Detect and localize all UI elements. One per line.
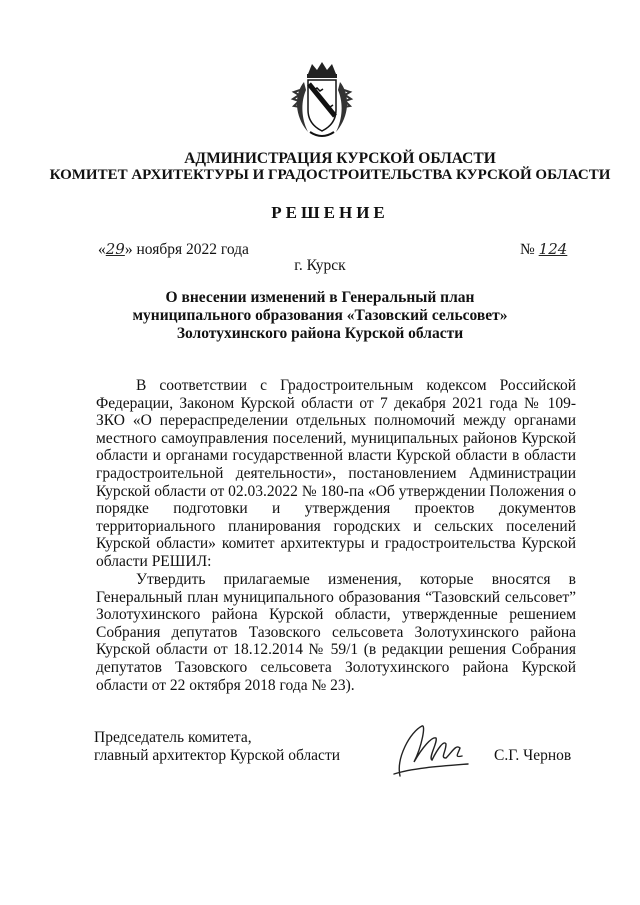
paragraph-text: Утвердить прилагаемые изменения, которые вносятся в Генеральный план муниципального образования “Тазовский сельсовет” Золотухинского района Курской области, утвержденные решением Собрания депутатов Тазовского сельсовета Золотухинского района Курской области от 18.12.2014 № 59/1 (в редакции решения Собрания депутатов Тазовского сельсовета Золотухинского района Курской области от 22 октября 2018 года № 23). [96, 571, 576, 694]
signatory-name: С.Г. Чернов [494, 747, 572, 764]
handwritten-signature [392, 718, 470, 782]
paragraph-text: В соответствии с Градостроительным кодексом Российской Федерации, Законом Курской области от 7 декабря 2021 года № 109-ЗКО «О перераспределении отдельных полномочий между органами местного самоуправления поселений, муниципальных районов Курской области и органами государственной власти Курской области в области градостроительной деятельности», постановлением Администрации Курской области от 02.03.2022 № 180-па «Об утверждении Положения о порядке подготовки и утверждения проектов документов территориального планирования городских и сельских поселений Курской области» комитет архитектуры и градостроительства Курской области РЕШИЛ: [96, 377, 576, 570]
date-suffix: » ноября 2022 года [124, 241, 249, 258]
document-type-heading: РЕШЕНИЕ [271, 203, 389, 222]
number-value-handwritten: 124 [538, 240, 568, 258]
date-day-handwritten: 29 [105, 240, 125, 258]
coat-of-arms-emblem [290, 60, 354, 142]
title-line-1: О внесении изменений в Генеральный план [165, 289, 475, 306]
number-prefix: № [520, 241, 539, 258]
title-line-2: муниципального образования «Тазовский сельсовет» [132, 307, 508, 324]
signatory-position-line-1: Председатель комитета, [94, 729, 252, 746]
title-line-3: Золотухинского района Курской области [176, 325, 464, 342]
signatory-position-line-2: главный архитектор Курской области [94, 747, 341, 764]
body-paragraph-1 [96, 377, 576, 571]
date-prefix: « [98, 241, 106, 258]
organization-name: АДМИНИСТРАЦИЯ КУРСКОЙ ОБЛАСТИ [184, 150, 496, 167]
body-paragraph-2 [96, 571, 576, 694]
committee-name: КОМИТЕТ АРХИТЕКТУРЫ И ГРАДОСТРОИТЕЛЬСТВА КУРСКОЙ ОБЛАСТИ [49, 167, 611, 183]
document-city: г. Курск [294, 257, 346, 274]
